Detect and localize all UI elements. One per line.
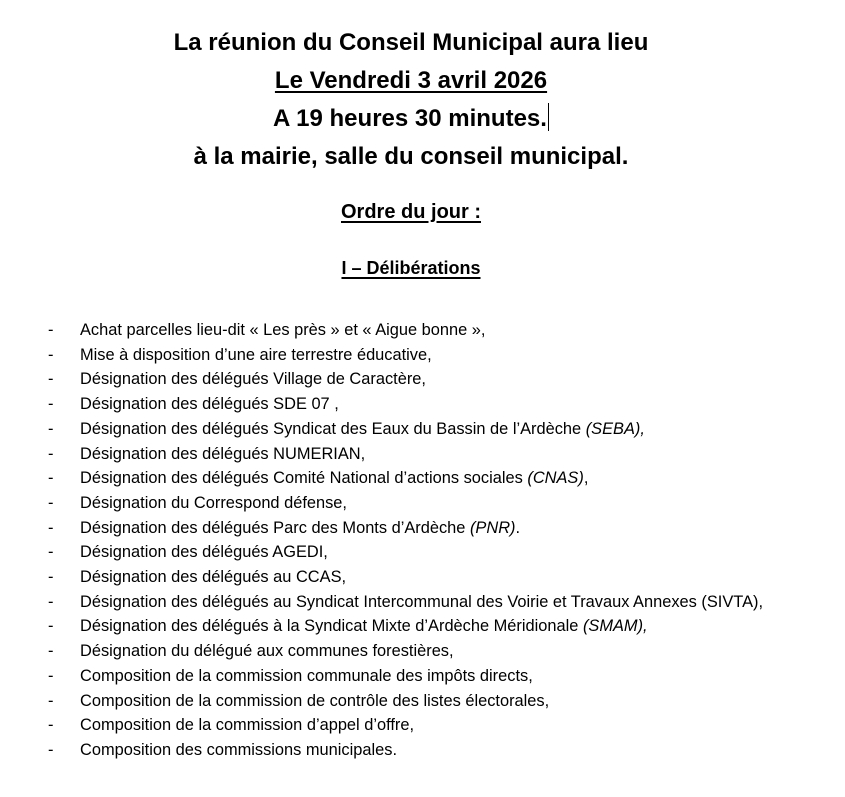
agenda-list	[0, 318, 845, 763]
agenda-item	[0, 565, 845, 590]
bullet-dash: -	[48, 592, 54, 611]
section-heading	[0, 256, 822, 280]
bullet-dash: -	[48, 469, 54, 488]
announcement-date	[0, 62, 822, 100]
section-heading-text: I – Délibérations	[341, 258, 481, 278]
agenda-item	[0, 590, 845, 615]
agenda-title	[0, 198, 822, 226]
agenda-item-acronym: (SMAM),	[582, 617, 648, 636]
announcement-location: à la mairie, salle du conseil municipal.	[193, 143, 629, 170]
agenda-item	[0, 491, 845, 516]
bullet-dash: -	[48, 740, 54, 759]
agenda-item-acronym: (PNR)	[469, 518, 516, 537]
agenda-item-punctuation: ,	[583, 469, 589, 488]
agenda-title-text: Ordre du jour :	[341, 201, 481, 223]
agenda-item-text: Désignation des délégués Syndicat des Eaux du Bassin de l’Ardèche	[80, 419, 586, 438]
bullet-dash: -	[48, 716, 54, 735]
agenda-item	[0, 516, 845, 541]
agenda-item	[0, 417, 845, 442]
agenda-item-text: Composition des commissions municipales.	[80, 740, 398, 759]
agenda-item	[0, 466, 845, 491]
bullet-dash: -	[48, 419, 54, 438]
meeting-announcement	[0, 24, 822, 176]
agenda-item-acronym: (SEBA),	[585, 419, 645, 438]
bullet-dash: -	[48, 444, 54, 463]
agenda-item	[0, 318, 845, 343]
meeting-time-text: A 19 heures 30 minutes.	[273, 105, 547, 132]
agenda-item	[0, 442, 845, 467]
bullet-dash: -	[48, 321, 54, 339]
agenda-item	[0, 343, 845, 368]
agenda-item-text: Composition de la commission communale des impôts directs,	[80, 666, 533, 685]
agenda-item-punctuation: .	[515, 518, 521, 537]
bullet-dash: -	[48, 370, 54, 389]
bullet-dash: -	[48, 395, 54, 414]
agenda-item-text: Désignation des délégués au CCAS,	[80, 568, 347, 587]
agenda-item-text: Mise à disposition d’une aire terrestre éducative,	[80, 345, 432, 364]
bullet-dash: -	[48, 493, 54, 512]
agenda-item	[0, 738, 845, 763]
bullet-dash: -	[48, 518, 54, 537]
agenda-item-text: Désignation des délégués SDE 07 ,	[80, 395, 339, 414]
agenda-item-text: Désignation des délégués à la Syndicat Mixte d’Ardèche Méridionale	[80, 617, 583, 636]
agenda-item-text: Désignation du délégué aux communes forestières,	[80, 642, 454, 661]
bullet-dash: -	[48, 642, 54, 661]
agenda-item	[0, 639, 845, 664]
meeting-date-text: Le Vendredi 3 avril 2026	[274, 67, 548, 94]
agenda-item-text: Composition de la commission de contrôle des listes électorales,	[80, 691, 550, 710]
agenda-item-text: Désignation des délégués Village de Caractère,	[80, 370, 426, 389]
bullet-dash: -	[48, 691, 54, 710]
bullet-dash: -	[48, 568, 54, 587]
bullet-dash: -	[48, 543, 54, 562]
announcement-time	[0, 100, 822, 138]
agenda-item	[0, 367, 845, 392]
agenda-item-acronym: (CNAS)	[527, 469, 584, 488]
agenda-item	[0, 392, 845, 417]
bullet-dash: -	[48, 666, 54, 685]
announcement-line-1: La réunion du Conseil Municipal aura lieu	[173, 29, 649, 56]
agenda-item-text: Désignation des délégués au Syndicat Intercommunal des Voirie et Travaux Annexes (SIVTA),	[80, 592, 764, 611]
bullet-dash: -	[48, 617, 54, 636]
text-cursor	[548, 103, 549, 131]
agenda-item	[0, 713, 845, 738]
agenda-item	[0, 664, 845, 689]
agenda-item-text: Désignation du Correspond défense,	[80, 493, 347, 512]
agenda-item	[0, 540, 845, 565]
agenda-item	[0, 689, 845, 714]
bullet-dash: -	[48, 345, 54, 364]
agenda-item-text: Achat parcelles lieu-dit « Les près » et « Aigue bonne »,	[80, 321, 486, 339]
agenda-item-text: Désignation des délégués AGEDI,	[80, 543, 328, 562]
agenda-item-text: Désignation des délégués NUMERIAN,	[80, 444, 366, 463]
agenda-item	[0, 614, 845, 639]
agenda-item-text: Composition de la commission d’appel d’offre,	[80, 716, 415, 735]
agenda-item-text: Désignation des délégués Parc des Monts d’Ardèche	[80, 518, 470, 537]
agenda-item-text: Désignation des délégués Comité National d’actions sociales	[80, 469, 528, 488]
